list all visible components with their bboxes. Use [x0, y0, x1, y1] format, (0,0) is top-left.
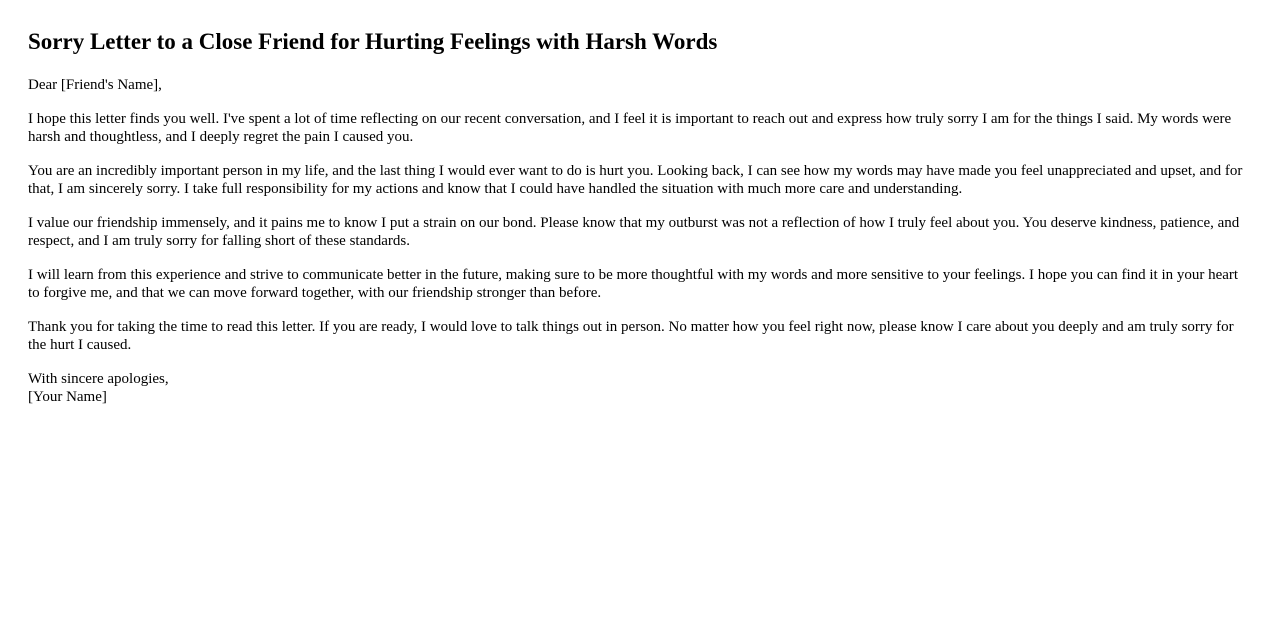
letter-closing: With sincere apologies, [28, 371, 169, 387]
letter-paragraph-2: You are an incredibly important person in my life, and the last thing I would ever want to do is hurt you. Looking back, I can see how my words may have made you feel unappreciated and upset, and for that, I am sincerely sorry. I take full responsibility for my actions and know that I could have handled the situation with much more care and understanding. [28, 163, 1243, 197]
letter-signature: [Your Name] [28, 389, 107, 405]
letter-paragraph-4: I will learn from this experience and strive to communicate better in the future, making sure to be more thoughtful with my words and more sensitive to your feelings. I hope you can find it in your heart to forgive me, and that we can move forward together, with our friendship stronger than before. [28, 267, 1239, 301]
letter-paragraph-3: I value our friendship immensely, and it pains me to know I put a strain on our bond. Please know that my outburst was not a reflection of how I truly feel about you. You deserve kindness, patience, and respect, and I am truly sorry for falling short of these standards. [28, 215, 1240, 249]
letter-paragraph-5: Thank you for taking the time to read this letter. If you are ready, I would love to talk things out in person. No matter how you feel right now, please know I care about you deeply and am truly sorry for the hurt I caused. [28, 319, 1234, 353]
letter-closing-block [28, 370, 1250, 406]
letter-salutation: Dear [Friend's Name], [28, 77, 162, 93]
letter-page [0, 29, 1278, 406]
letter-paragraph-1: I hope this letter finds you well. I've spent a lot of time reflecting on our recent conversation, and I feel it is important to reach out and express how truly sorry I am for the things I said. My words were harsh and thoughtless, and I deeply regret the pain I caused you. [28, 111, 1232, 145]
letter-title: Sorry Letter to a Close Friend for Hurting Feelings with Harsh Words [28, 29, 718, 54]
